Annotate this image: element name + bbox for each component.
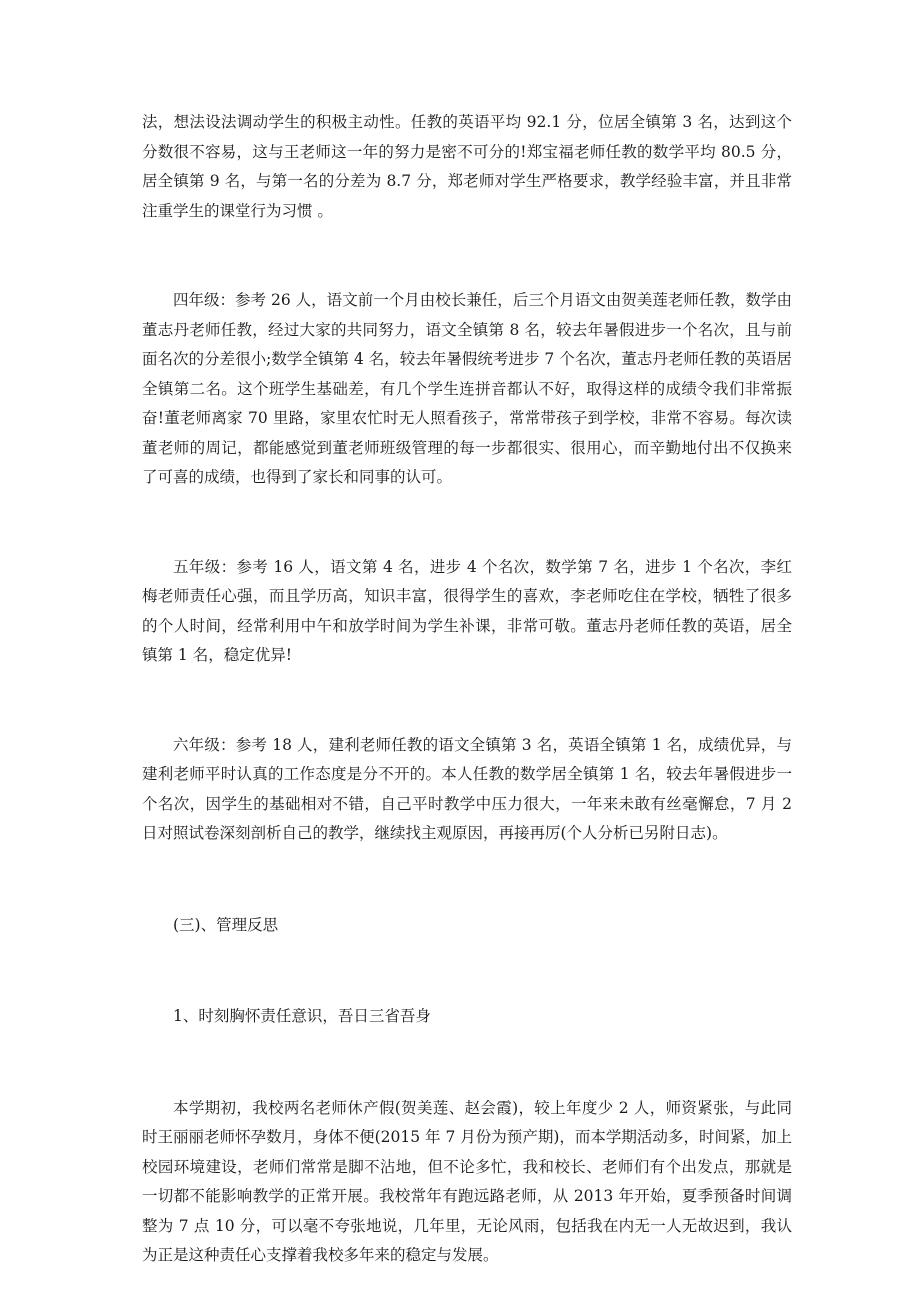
paragraph-continuation: 法，想法设法调动学生的积极主动性。任教的英语平均 92.1 分，位居全镇第 3 名，达到这个分数很不容易，这与王老师这一年的努力是密不可分的!郑宝福老师任教的数学平均 80.5 分，居全镇第 9 名，与第一名的分差为 8.7 分，郑老师对学生严格要求，教学经验丰富，并且非常注重学生的课堂行为习惯 。 xyxy=(142,113,792,220)
paragraph-grade-six: 六年级：参考 18 人，建利老师任教的语文全镇第 3 名，英语全镇第 1 名，成绩优异，与建利老师平时认真的工作态度是分不开的。本人任教的数学居全镇第 1 名，较去年暑假进步一个名次，因学生的基础相对不错，自己平时教学中压力很大，一年来未敢有丝毫懈怠，7 月 2 日对照试卷深刻剖析自己的教学，继续找主观原因，再接再厉(个人分析已另附日志)。 xyxy=(142,735,792,842)
paragraph-grade-five: 五年级：参考 16 人，语文第 4 名，进步 4 个名次，数学第 7 名，进步 1 个名次，李红梅老师责任心强，而且学历高，知识丰富，很得学生的喜欢，李老师吃住在学校，牺牲了很多的个人时间，经常利用中午和放学时间为学生补课，非常可敬。董志丹老师任教的英语，居全镇第 1 名，稳定优异! xyxy=(142,557,792,664)
sub-heading: 1、时刻胸怀责任意识，吾日三省吾身 xyxy=(173,1007,431,1025)
document-page xyxy=(142,108,792,1271)
paragraph-grade-four: 四年级：参考 26 人，语文前一个月由校长兼任，后三个月语文由贺美莲老师任教，数学由董志丹老师任教，经过大家的共同努力，语文全镇第 8 名，较去年暑假进步一个名次，且与前面名次的分差很小;数学全镇第 4 名，较去年暑假统考进步 7 个名次，董志丹老师任教的英语居全镇第二名。这个班学生基础差，有几个学生连拼音都认不好，取得这样的成绩令我们非常振奋!董老师离家 70 里路，家里农忙时无人照看孩子，常常带孩子到学校，非常不容易。每次读董老师的周记，都能感觉到董老师班级管理的每一步都很实、很用心，而辛勤地付出不仅换来了可喜的成绩，也得到了家长和同事的认可。 xyxy=(142,291,792,486)
paragraph-closing: 本学期初，我校两名老师休产假(贺美莲、赵会霞)，较上年度少 2 人，师资紧张，与此同时王丽丽老师怀孕数月，身体不便(2015 年 7 月份为预产期)，而本学期活动多，时间紧，加上校园环境建设，老师们常常是脚不沾地，但不论多忙，我和校长、老师们有个出发点，那就是一切都不能影响教学的正常开展。我校常年有跑远路老师，从 2013 年开始，夏季预备时间调整为 7 点 10 分，可以毫不夸张地说，几年里，无论风雨，包括我在内无一人无故迟到，我认为正是这种责任心支撑着我校多年来的稳定与发展。 xyxy=(142,1098,792,1264)
section-heading: (三)、管理反思 xyxy=(173,915,279,934)
